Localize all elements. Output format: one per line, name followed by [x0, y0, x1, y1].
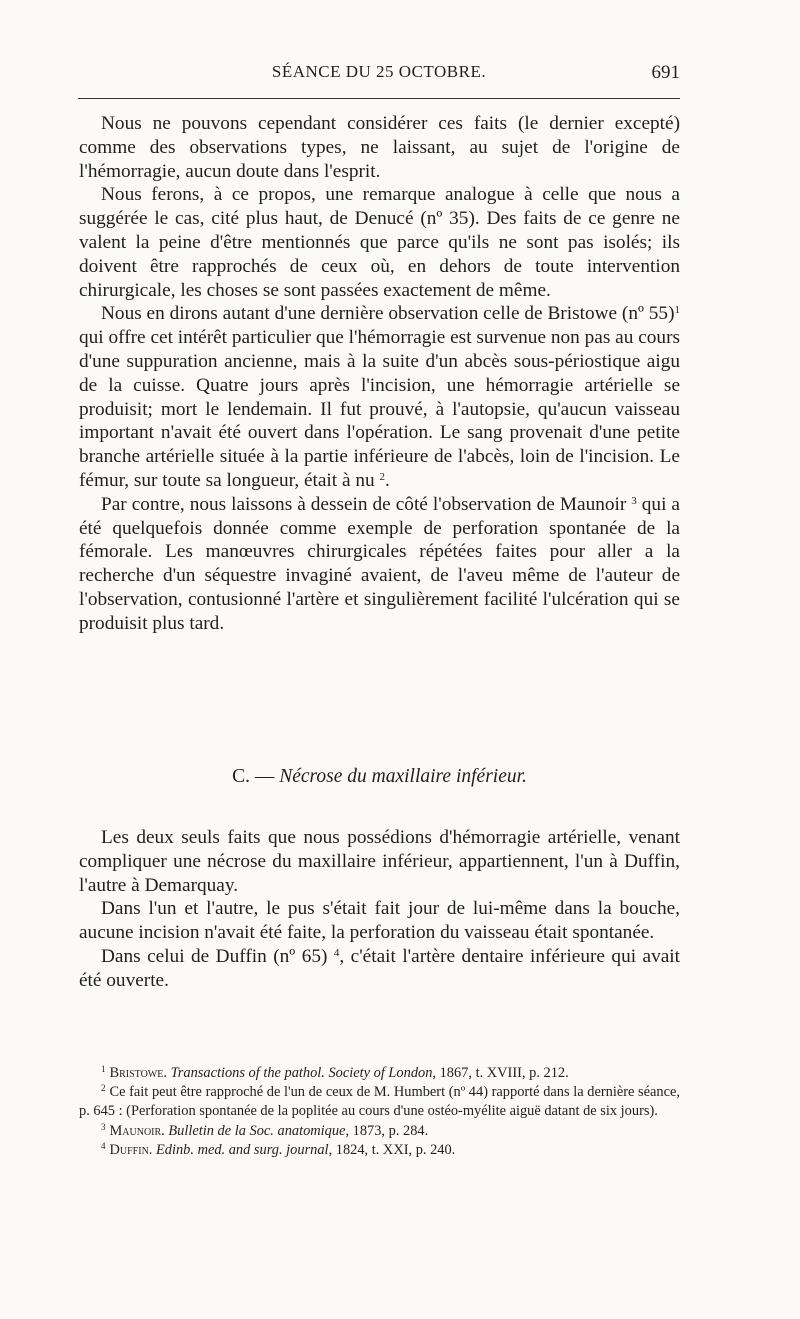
- paragraph: [79, 302, 680, 492]
- footnote-ref: 2: [379, 470, 385, 483]
- footnote-number: 3: [101, 1121, 106, 1132]
- footnote-work: Transactions of the pathol. Society of London: [170, 1065, 433, 1081]
- footnote-ref: 4: [333, 946, 340, 959]
- page-number: 691: [651, 62, 680, 83]
- footnote-author: Duffin.: [109, 1141, 153, 1158]
- footnote-ref: 1: [674, 304, 680, 317]
- paragraph-text: Dans celui de Duffin (nº 65): [101, 945, 334, 967]
- running-header: [78, 62, 680, 88]
- running-title: SÉANCE DU 25 OCTOBRE.: [271, 62, 487, 81]
- paragraph-text: , c'était l'artère dentaire inférieure qui avait été ouverte.: [79, 945, 680, 991]
- paragraph: [79, 493, 680, 636]
- section-heading: [79, 766, 680, 788]
- paragraph: [79, 183, 680, 302]
- footnote-rest: , 1824, t. XXI, p. 240.: [328, 1141, 456, 1158]
- paragraph: [79, 112, 680, 183]
- footnote: [79, 1122, 680, 1141]
- paragraph-text: qui offre cet intérêt particulier que l'hémorragie est survenue non pas au cours d'une suppuration ancienne, mais à la suite d'un abcès sous-périostique aigu de la cuisse. Quatre jours après l'incision, une hémorragie artérielle se produisit; mort le lendemain. Il fut prouvé, à l'autopsie, qu'aucun vaisseau important n'avait été ouvert dans l'opération. Le sang provenait d'une petite branche artérielle située à la partie inférieure de l'abcès, loin de l'incision. Le fémur, sur toute sa longueur, était à nu: [79, 327, 680, 491]
- header-rule: [78, 98, 680, 99]
- paragraph: [79, 897, 680, 945]
- footnote-ref: 3: [631, 494, 637, 507]
- paragraph: [79, 826, 680, 897]
- footnote-author: Maunoir.: [109, 1122, 165, 1139]
- footnote-author: Bristowe.: [109, 1065, 167, 1081]
- paragraph-text: Nous ne pouvons cependant considérer ces faits (le dernier excepté) comme des observations types, ne laissant, au sujet de l'origine de l'hémorragie, aucun doute dans l'esprit.: [79, 113, 680, 182]
- footnote-number: 2: [101, 1083, 106, 1094]
- paragraph-text: .: [384, 469, 390, 491]
- footnote: [79, 1141, 680, 1160]
- footnote-work: Bulletin de la Soc. anatomique: [168, 1122, 346, 1139]
- paragraph-text: Dans l'un et l'autre, le pus s'était fait jour de lui-même dans la bouche, aucune incision n'avait été faite, la perforation du vaisseau était spontanée.: [79, 898, 680, 944]
- paragraph-text: Les deux seuls faits que nous possédions d'hémorragie artérielle, venant compliquer une nécrose du maxillaire inférieur, appartiennent, l'un à Duffin, l'autre à Demarquay.: [79, 827, 680, 896]
- paragraph: [79, 945, 680, 993]
- paragraph-text: Par contre, nous laissons à dessein de côté l'observation de Maunoir: [101, 493, 632, 515]
- footnote-number: 1: [101, 1064, 106, 1074]
- footnote-rest: , 1867, t. XVIII, p. 212.: [432, 1065, 569, 1081]
- section-letter: C. —: [232, 766, 280, 787]
- footnote-rest: , 1873, p. 284.: [345, 1122, 429, 1139]
- paragraph-text: qui a été quelquefois donnée comme exemple de perforation spontanée de la fémorale. Les manœuvres chirurgicales répétées faites pour aller a la recherche d'un séquestre invaginé avaient, de l'aveu même de l'auteur de l'observation, contusionné l'artère et singulièrement facilité l'ulcération qui se produisit plus tard.: [79, 493, 680, 634]
- footnotes: [79, 1064, 680, 1160]
- section-title: Nécrose du maxillaire inférieur.: [279, 766, 527, 787]
- section-text: [79, 826, 680, 993]
- footnote-rest: Ce fait peut être rapproché de l'un de ceux de M. Humbert (nº 44) rapporté dans la dernière séance, p. 645 : (Perforation spontanée de la poplitée au cours d'une ostéo-myélite aiguë datant de six jours).: [79, 1084, 680, 1120]
- paragraph-text: Nous en dirons autant d'une dernière observation celle de Bristowe (nº 55): [101, 303, 675, 325]
- footnote-work: Edinb. med. and surg. journal: [156, 1141, 329, 1158]
- footnote-number: 4: [101, 1140, 106, 1151]
- footnote: [79, 1064, 680, 1083]
- main-text: [79, 112, 680, 636]
- paragraph-text: Nous ferons, à ce propos, une remarque analogue à celle que nous a suggérée le cas, cité plus haut, de Denucé (nº 35). Des faits de ce genre ne valent la peine d'être mentionnés que parce qu'ils ne sont pas isolés; ils doivent être rapprochés de ceux où, en dehors de toute intervention chirurgicale, les choses se sont passées exactement de même.: [79, 184, 680, 301]
- footnote: [79, 1083, 680, 1121]
